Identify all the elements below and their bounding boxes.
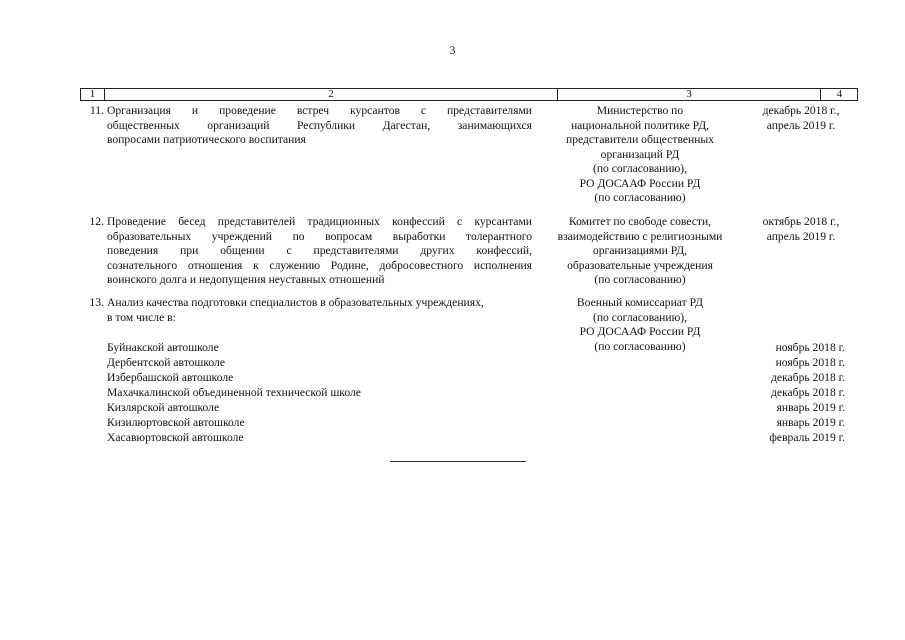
date-line: апрель 2019 г.	[766, 118, 836, 132]
row-description	[107, 296, 532, 325]
responsible-line: (по согласованию)	[594, 273, 686, 286]
responsible-line: Министерство по	[596, 104, 684, 117]
responsible-line: представители общественных	[566, 133, 714, 146]
column-header-3: 3	[558, 89, 821, 100]
column-header-2: 2	[105, 89, 558, 100]
school-item: Хасавюртовской автошколе	[107, 431, 244, 444]
end-divider	[390, 461, 526, 462]
row-dates	[745, 215, 857, 244]
column-header-4: 4	[836, 88, 843, 100]
school-date: ноябрь 2018 г.	[775, 341, 845, 354]
school-date: январь 2019 г.	[776, 401, 845, 414]
school-item: Кизилюртовской автошколе	[107, 416, 245, 429]
school-item: Буйнакской автошколе	[107, 341, 219, 354]
responsible-line: Военный комиссариат РД	[576, 296, 704, 309]
row-number: 11.	[89, 104, 104, 117]
table-header-row	[80, 88, 858, 101]
description-line: Проведение бесед представителей традиционных конфессий с курсантами	[107, 215, 532, 228]
responsible-line: организаций РД	[600, 147, 680, 161]
responsible-line: (по согласованию),	[592, 310, 688, 324]
description-line: общественных организаций Республики Дагестан, занимающихся	[107, 118, 532, 132]
responsible-line: РО ДОСААФ России РД	[579, 176, 701, 190]
school-item: Дербентской автошколе	[107, 356, 225, 369]
column-header-1: 1	[81, 89, 105, 100]
description-line: поведения при общении с представителями других конфессий,	[107, 244, 532, 257]
description-line: образовательных учреждений по вопросам выработки толерантного	[107, 229, 532, 243]
description-line: Организация и проведение встреч курсантов с представителями	[107, 104, 532, 117]
row-responsible	[540, 215, 740, 288]
responsible-line: РО ДОСААФ России РД	[579, 325, 701, 338]
row-number: 12.	[89, 215, 104, 228]
school-item: Махачкалинской объединенной технической школе	[107, 386, 361, 399]
school-date: декабрь 2018 г.	[771, 371, 845, 384]
date-line: декабрь 2018 г.,	[762, 104, 840, 117]
responsible-line: национальной политике РД,	[570, 118, 710, 132]
school-date: январь 2019 г.	[776, 416, 845, 429]
row-responsible	[540, 296, 740, 354]
responsible-line: (по согласованию)	[594, 339, 686, 353]
school-item: Кизлярской автошколе	[107, 401, 220, 414]
description-line: воинского долга и недопущения неуставных отношений	[107, 273, 385, 286]
row-description	[107, 104, 532, 148]
school-list	[107, 341, 507, 446]
responsible-line: образовательные учреждения	[567, 258, 713, 272]
responsible-line: (по согласованию),	[592, 162, 688, 175]
school-item: Избербашской автошколе	[107, 371, 234, 384]
school-date: ноябрь 2018 г.	[775, 356, 845, 369]
page-number: 3	[449, 43, 456, 57]
school-date: декабрь 2018 г.	[771, 386, 845, 399]
responsible-line: организациями РД,	[592, 244, 688, 257]
row-dates	[745, 104, 857, 133]
date-line: апрель 2019 г.	[766, 229, 836, 243]
date-line: октябрь 2018 г.,	[762, 215, 840, 228]
description-line: в том числе в:	[107, 310, 176, 324]
description-line: вопросами патриотического воспитания	[107, 133, 306, 146]
school-date: февраль 2019 г.	[769, 431, 845, 444]
responsible-line: Комитет по свободе совести,	[568, 215, 712, 228]
school-dates	[745, 341, 845, 446]
description-line: сознательного отношения к служению Родине, добросовестного исполнения	[107, 258, 532, 272]
responsible-line: (по согласованию)	[594, 191, 686, 204]
description-line: Анализ качества подготовки специалистов в образовательных учреждениях,	[107, 296, 484, 309]
row-description	[107, 215, 532, 288]
row-number: 13.	[89, 296, 104, 309]
row-responsible	[540, 104, 740, 206]
responsible-line: взаимодействию с религиозными	[557, 229, 723, 243]
